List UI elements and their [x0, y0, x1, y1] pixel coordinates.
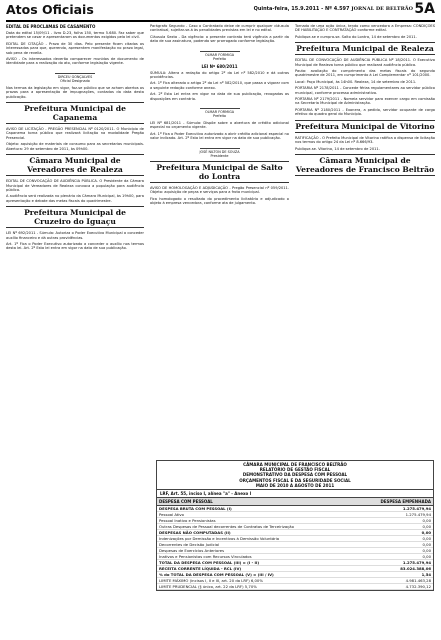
signer-role: Oficial Designado: [60, 78, 90, 83]
aviso-paragraph: Objeto: aquisição de materiais de consumo para as secretarias municipais. Abertura: 29 de setembro de 2011, às 09h00.: [6, 142, 144, 151]
signer-name: OLMAR FORMIGA: [204, 110, 235, 115]
vitorino-paragraph: RATIFICAÇÃO - O Prefeito Municipal de Vitorino ratifica a dispensa de licitação nos termos do artigo 24 da Lei nº 8.666/93.: [295, 135, 435, 145]
fiscal-table: [157, 497, 433, 590]
contract-paragraph: Cláusula Sexta - Da vigência: o presente contrato terá vigência a partir da data de sua assinatura, podendo ser prorrogado conforme legislação.: [150, 34, 289, 44]
result-paragraph: Tornado de uma ação única, tendo como vencedora a Empresa: CONDIÇÕES DE HABILITAÇÃO E CONTRATAÇÃO conforme edital.: [295, 24, 435, 33]
salto-paragraph: AVISO DE HOMOLOGAÇÃO E ADJUDICAÇÃO - Pregão Presencial nº 059/2011. Objeto: aquisição de peças e serviços para a frota municipal.: [150, 185, 289, 195]
fiscal-table-header: [157, 498, 433, 506]
row-value: 0,00: [355, 530, 433, 536]
row-label: Despesas de Exercícios Anteriores: [157, 548, 355, 554]
realeza-paragraph: Pauta: avaliação do cumprimento das metas fiscais do segundo quadrimestre de 2011, em cumprimento à Lei Complementar nº 101/2000.: [295, 69, 435, 78]
signer-role: Prefeito: [212, 56, 227, 61]
signer-role: Prefeito: [212, 114, 227, 119]
signer-name: OLMAR FORMIGA: [204, 52, 235, 57]
row-value: 0,00: [355, 548, 433, 554]
signer-role: Presidente: [210, 153, 229, 158]
notice-paragraph: AVISO - Os interessados deverão comparecer munidos de documento de identidade para a realização do ato, conforme legislação vigente.: [6, 57, 144, 66]
row-value: 0,00: [355, 524, 433, 530]
column-left: [6, 24, 144, 636]
signature-block: [150, 105, 289, 118]
banner-realeza: Prefeitura Municipal de Realeza: [296, 44, 434, 54]
row-label: TOTAL DA DESPESA COM PESSOAL (III) = (I - II): [157, 560, 355, 566]
row-label: DESPESA BRUTA COM PESSOAL (I): [157, 506, 355, 512]
cruzeiro-paragraph: LEI Nº 692/2011 - Súmula: Autoriza o Poder Executivo Municipal a conceder auxílio financeiro e dá outras providências.: [6, 231, 144, 240]
signature-block: [150, 48, 289, 61]
row-label: RECEITA CORRENTE LÍQUIDA - RCL (IV): [157, 566, 355, 572]
row-value: 4.981.463,28: [355, 578, 433, 584]
camara-paragraph: A audiência será realizada no plenário da Câmara Municipal, às 19h00, para apresentação e debate das metas fiscais do quadrimestre.: [6, 194, 144, 203]
signature-block: [150, 145, 289, 158]
banner-camara-realeza: Câmara Municipal de Vereadores de Realeza: [6, 154, 144, 176]
banner-vitorino: Prefeitura Municipal de Vitorino: [295, 121, 435, 131]
cruzeiro-paragraph: Art. 1º Fica o Poder Executivo autorizado a conceder o auxílio nos termos desta lei. Art. 2º Esta lei entra em vigor na data de sua publicação.: [6, 241, 144, 251]
row-label: Pessoal Inativo e Pensionistas: [157, 518, 355, 524]
section-title: Atos Oficiais: [6, 2, 94, 17]
row-label: LIMITE PRUDENCIAL (§ único, art. 22 da LRF) 5,70%: [157, 584, 355, 590]
row-label: Decorrentes de Decisão Judicial: [157, 542, 355, 548]
row-value: 0,00: [355, 518, 433, 524]
issue-date-text: Quinta-feira, 15.9.2011 - Nº 4.597: [253, 6, 350, 12]
signer-name: JOSÉ NILTON DE SOUZA: [199, 149, 240, 154]
lrf-reference: LRF, Art. 55, inciso I, alínea "a" - Anexo I: [160, 491, 252, 497]
report-subtitle: DEMONSTRATIVO DA DESPESA COM PESSOAL: [242, 472, 348, 478]
row-value: 0,00: [355, 554, 433, 560]
banner-salto-do-lontra: Prefeitura Municipal de Salto do Lontra: [150, 161, 289, 183]
signature-line: [55, 70, 95, 74]
row-label: DESPESAS NÃO COMPUTADAS (II): [157, 530, 355, 536]
row-value: 1.275.479,94: [355, 506, 433, 512]
law-paragraph: Art. 2º Esta Lei entra em vigor na data de sua publicação, revogadas as disposições em contrário.: [150, 92, 289, 101]
row-value: 4.732.390,12: [355, 584, 433, 590]
banner-capanema: Prefeitura Municipal de Capanema: [6, 102, 144, 124]
row-value: 0,00: [355, 542, 433, 548]
row-value: 1,54: [355, 572, 433, 578]
portaria-paragraph: PORTARIA Nº 2179/2011 - Nomeia servidor para exercer cargo em comissão na Secretaria Municipal de Administração.: [295, 97, 435, 106]
banner-cruzeiro: Prefeitura Municipal de Cruzeiro do Iguaçu: [6, 206, 144, 228]
notice-paragraph: Nos termos da legislação em vigor, faz-se público que se acham abertos os prazos para a apresentação de impugnações, contados da data desta publicação.: [6, 85, 144, 99]
realeza-paragraph: Local: Paço Municipal, às 14h00. Realeza, 14 de setembro de 2011.: [295, 79, 417, 84]
notice-heading: EDITAL DE PROCLAMAS DE CASAMENTO: [6, 24, 96, 29]
row-value: 83.024.388,06: [355, 566, 433, 572]
signer-name: DIRCEU GONÇALVES: [57, 74, 93, 79]
aviso-paragraph: AVISO DE LICITAÇÃO - PREGÃO PRESENCIAL Nº 0120/2011. O Município de Capanema torna público que realizará licitação na modalidade Pregão Presencial.: [6, 127, 144, 140]
page-header: [6, 2, 435, 22]
report-period: MAIO DE 2010 A AGOSTO DE 2011: [255, 482, 335, 488]
signature-line: [200, 48, 240, 52]
banner-camara-francisco-beltrao: Câmara Municipal de Vereadores de Francisco Beltrão: [295, 155, 435, 174]
row-label: Inativos e Pensionistas com Recursos Vinculados: [157, 554, 355, 560]
law-paragraph: Art. 1º Fica alterado o artigo 2º da Lei nº 582/2010, que passa a vigorar com a seguinte redação conforme anexo.: [150, 81, 289, 90]
signature-block: [6, 70, 144, 83]
notice-paragraph: EDITAL DE CITAÇÃO - Prazo de 30 dias. Pelo presente ficam citados os interessados para que, querendo, apresentem manifestação no prazo legal, sob pena de revelia.: [6, 41, 144, 55]
contract-paragraph: Parágrafo Segundo - Caso o Contratado deixe de cumprir qualquer cláusula contratual, sujeitar-se-á às penalidades previstas em lei e no edital.: [150, 24, 289, 33]
report-legal-basis: [157, 490, 433, 497]
column-right: [295, 24, 435, 456]
col-header-label: DESPESA COM PESSOAL: [157, 498, 355, 506]
fiscal-report: [154, 460, 436, 636]
signature-line: [200, 105, 240, 109]
report-title: RELATÓRIO DE GESTÃO FISCAL: [259, 467, 331, 473]
law-heading: LEI Nº 680/2011: [201, 63, 238, 69]
row-label: LIMITE MÁXIMO (incisos I, II e III, art. 20 da LRF) 6,00%: [157, 578, 355, 584]
row-label: Outras Despesas de Pessoal decorrentes de Contratos de Terceirização: [157, 524, 355, 530]
col-header-value: DESPESA EMPENHADA: [355, 498, 433, 506]
page-number: 5A: [414, 1, 435, 17]
row-label: Indenizações por Demissão e Incentivos à Demissão Voluntária: [157, 536, 355, 542]
realeza-paragraph: EDITAL DE CONVOCAÇÃO DE AUDIÊNCIA PÚBLICA Nº 18/2011. O Executivo Municipal de Realeza torna público que realizará audiência pública.: [295, 58, 435, 67]
row-label: Pessoal Ativo: [157, 512, 355, 518]
newspaper-name: JORNAL DE BELTRÃO: [351, 6, 413, 12]
report-scope: ORÇAMENTOS FISCAL E DA SEGURIDADE SOCIAL: [239, 477, 351, 483]
salto-paragraph: Fica homologado o resultado do procedimento licitatório e adjudicado o objeto à empresa vencedora, conforme ata de julgamento.: [150, 196, 289, 205]
camara-paragraph: EDITAL DE CONVOCAÇÃO DE AUDIÊNCIA PÚBLICA. O Presidente da Câmara Municipal de Vereadores de Realeza convoca a população para audiência pública.: [6, 179, 144, 192]
fiscal-report-card: [156, 460, 434, 591]
notice-paragraph: Data do edital 15/09/11 - livro D-23, folha 150, termo 5.680. Faz saber que pretendem se casar e apresentaram os documentos exigidos pela lei civil.: [6, 31, 144, 40]
table-row: [157, 584, 433, 590]
row-value: 0,00: [355, 536, 433, 542]
fiscal-report-header: [157, 461, 433, 490]
report-institution: CÂMARA MUNICIPAL DE FRANCISCO BELTRÃO: [243, 462, 347, 467]
vitorino-paragraph: Publique-se. Vitorino, 14 de setembro de 2011.: [295, 146, 380, 151]
law-paragraph: SÚMULA: Altera a redação do artigo 2º da Lei nº 582/2010 e dá outras providências.: [150, 70, 289, 80]
signature-line: [200, 145, 240, 149]
row-value: 1.275.479,94: [355, 512, 433, 518]
law-paragraph: Art. 1º Fica o Poder Executivo autorizado a abrir crédito adicional especial no valor indicado. Art. 2º Esta lei entra em vigor na data de sua publicação.: [150, 131, 289, 141]
row-label: % do TOTAL DA DESPESA COM PESSOAL (V) = (III / IV): [157, 572, 355, 578]
result-paragraph: Publique-se e cumpra-se. Salto do Lontra, 14 de setembro de 2011.: [295, 34, 417, 39]
law-paragraph: LEI Nº 681/2011 - Súmula: Dispõe sobre a abertura de crédito adicional especial no orçamento vigente.: [150, 121, 289, 130]
portaria-paragraph: PORTARIA Nº 2180/2011 - Exonera, a pedido, servidor ocupante de cargo efetivo do quadro geral do Município.: [295, 107, 435, 117]
portaria-paragraph: PORTARIA Nº 2178/2011 - Concede férias regulamentares ao servidor público municipal, conforme processo administrativo.: [295, 86, 435, 95]
issue-date: [254, 6, 413, 12]
column-middle: [150, 24, 289, 456]
row-value: 1.275.479,94: [355, 560, 433, 566]
